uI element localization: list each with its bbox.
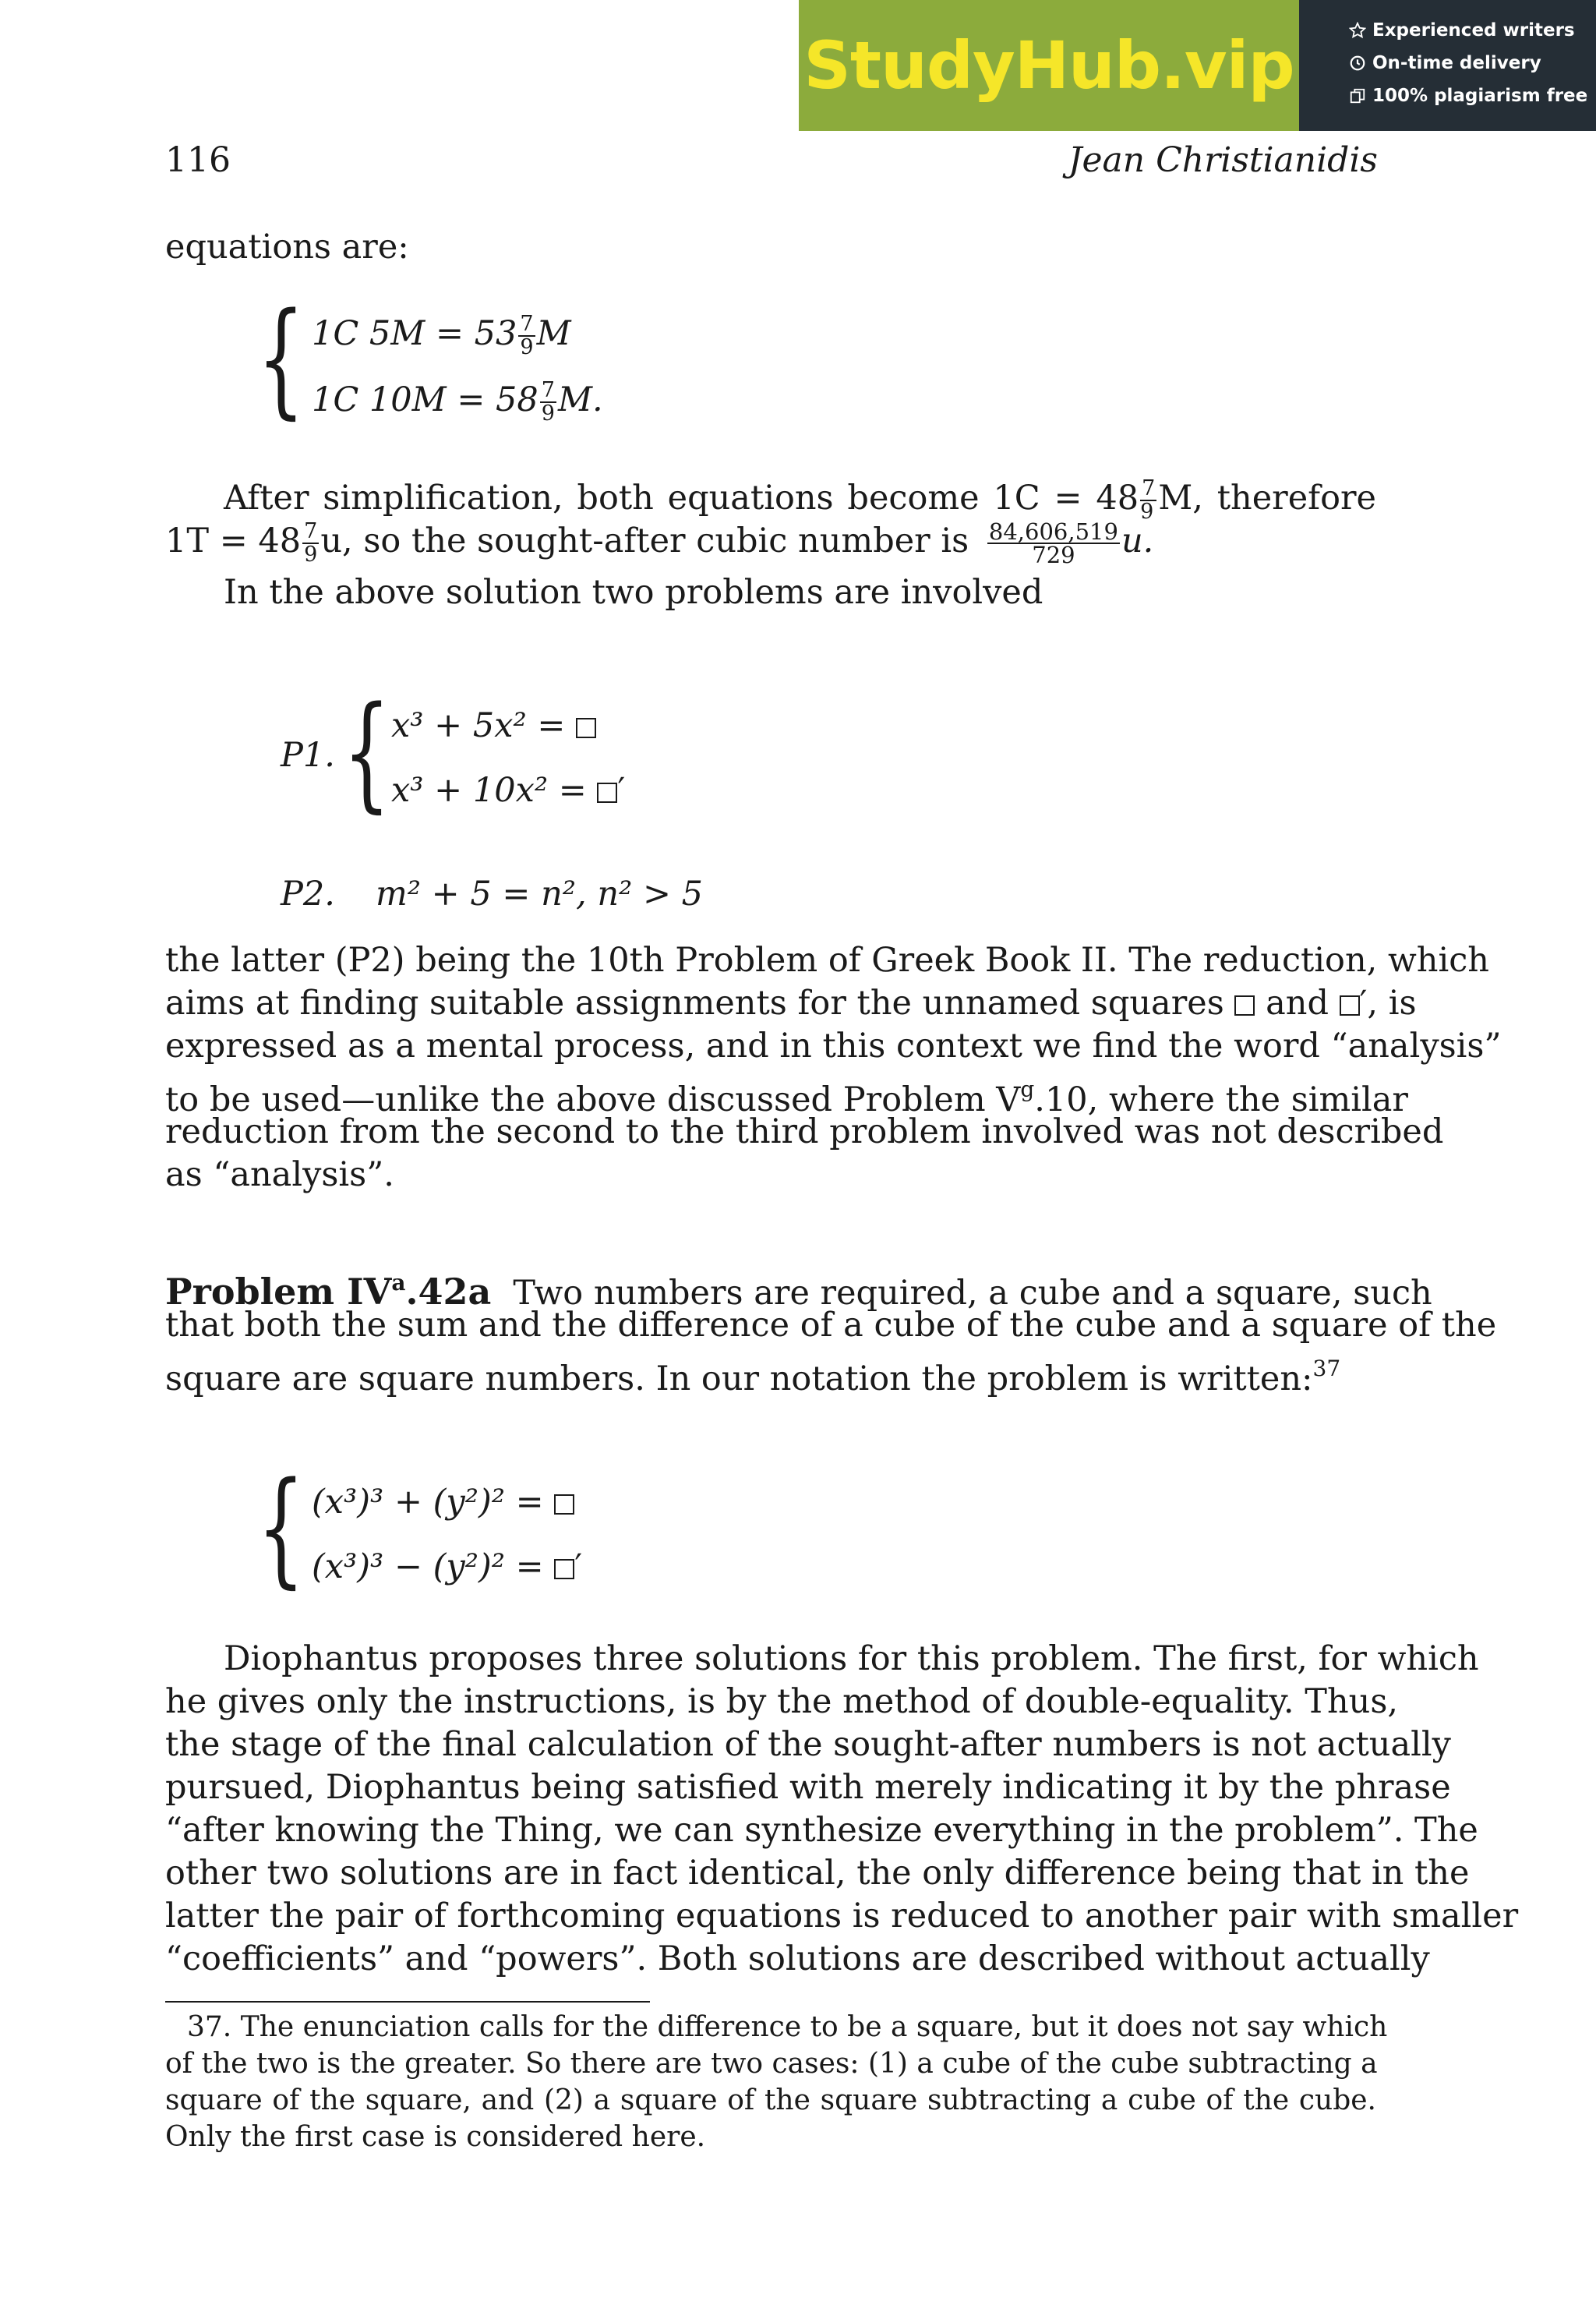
problem-line2: that both the sum and the difference of a cube of the cube and a square of the	[165, 1306, 1497, 1345]
left-brace: {	[343, 679, 391, 825]
frac-den: 9	[541, 401, 555, 426]
eq-text: (x³)³ + (y²)² =	[312, 1483, 555, 1522]
square-symbol	[576, 718, 596, 738]
para4-line2: he gives only the instructions, is by the method of double-equality. Thus,	[165, 1682, 1399, 1721]
equation-2	[312, 380, 603, 425]
square-symbol	[597, 783, 617, 803]
p1-label	[281, 736, 335, 775]
feature-label: 100% plagiarism free	[1372, 86, 1588, 106]
fraction	[540, 380, 556, 425]
footnote-rule	[165, 2001, 650, 2003]
para4-line8: “coefficients” and “powers”. Both solutions are described without actually	[165, 1939, 1430, 1978]
text: aims at finding suitable assignments for the unnamed squares	[165, 984, 1224, 1023]
para3-line3: expressed as a mental process, and in this context we find the word “analysis”	[165, 1027, 1502, 1066]
footnote-line2: of the two is the greater. So there are two cases: (1) a cube of the cube subtracting a	[165, 2048, 1378, 2080]
title-text: Problem IV	[165, 1271, 392, 1313]
text: , is	[1367, 984, 1417, 1023]
square-symbol	[554, 1559, 574, 1579]
title-text: .42a	[405, 1271, 492, 1313]
fraction	[518, 313, 535, 359]
ad-banner[interactable]	[799, 0, 1596, 131]
footnote-line4: Only the first case is considered here.	[165, 2121, 706, 2153]
equation-1	[312, 313, 571, 359]
frac-num: 7	[304, 519, 318, 543]
text: After simplification, both equations become 1C = 48	[224, 479, 1139, 518]
text: to be used—unlike the above discussed Problem V	[165, 1080, 1021, 1119]
label-text: P2.	[281, 875, 335, 914]
text: .10, where the similar	[1034, 1080, 1408, 1119]
title-superscript: a	[391, 1270, 406, 1296]
feature-experienced	[1349, 20, 1575, 41]
para3-line6: as “analysis”.	[165, 1155, 394, 1194]
para3-line1: the latter (P2) being the 10th Problem of Greek Book II. The reduction, which	[165, 941, 1490, 980]
para4-line5: “after knowing the Thing, we can synthesize everything in the problem”. The	[165, 1811, 1478, 1850]
frac-den: 9	[1140, 500, 1154, 524]
para4-line6: other two solutions are in fact identical, the only difference being that in the	[165, 1854, 1470, 1893]
para1-line1	[224, 477, 1376, 523]
text: M, therefore	[1158, 479, 1376, 518]
superscript: g	[1020, 1076, 1035, 1102]
feature-label: Experienced writers	[1372, 20, 1575, 41]
label-text: P1.	[281, 736, 335, 775]
feature-label: On-time delivery	[1372, 53, 1541, 73]
para3-line5: reduction from the second to the third problem involved was not described	[165, 1112, 1444, 1151]
frac-den: 729	[1032, 542, 1075, 568]
footnote-line1: 37. The enunciation calls for the difference to be a square, but it does not say which	[187, 2011, 1388, 2043]
eq-text: m² + 5 = n², n² > 5	[375, 875, 703, 914]
eq-rhs: M.	[557, 380, 603, 419]
system2-equation-1	[312, 1483, 574, 1522]
big-fraction	[987, 518, 1120, 568]
text: u, so the sought-after cubic number is	[320, 521, 969, 560]
para3-line2	[165, 982, 1417, 1025]
footnote-line3: square of the square, and (2) a square of the square subtracting a cube of the cube.	[165, 2084, 1376, 2116]
square-symbol	[554, 1494, 574, 1515]
frac-den: 9	[520, 335, 534, 359]
frac-num: 7	[541, 378, 555, 402]
eq-rhs: M	[536, 314, 571, 353]
prime-symbol: ′	[574, 1547, 583, 1586]
feature-plagiarism	[1349, 86, 1587, 106]
star-icon	[1349, 22, 1366, 39]
para4-line1: Diophantus proposes three solutions for this problem. The first, for which	[224, 1639, 1479, 1678]
text: square are square numbers. In our notation the problem is written:	[165, 1359, 1313, 1398]
text: and	[1266, 984, 1329, 1023]
para2-line: In the above solution two problems are involved	[224, 573, 1043, 612]
square-symbol	[1234, 995, 1255, 1016]
fraction	[302, 521, 319, 566]
footnote-marker[interactable]: 37	[1312, 1356, 1341, 1381]
frac-den: 9	[304, 543, 318, 567]
fraction	[1140, 478, 1156, 523]
square-symbol	[1340, 995, 1360, 1016]
running-head: Jean Christianidis	[1068, 140, 1378, 180]
para4-line4: pursued, Diophantus being satisfied with merely indicating it by the phrase	[165, 1768, 1451, 1807]
para4-line3: the stage of the final calculation of the sought-after numbers is not actually	[165, 1725, 1451, 1764]
feature-delivery	[1349, 53, 1541, 73]
system2-equation-2	[312, 1547, 582, 1586]
para4-line7: latter the pair of forthcoming equations is reduced to another pair with smaller	[165, 1897, 1519, 1936]
eq-text: x³ + 10x² =	[391, 771, 598, 810]
left-brace: {	[257, 285, 305, 431]
p1-equation-1	[391, 706, 596, 745]
clock-icon	[1349, 55, 1366, 72]
p2-equation	[281, 875, 703, 914]
frac-num: 7	[1142, 476, 1156, 500]
frac-num: 7	[520, 312, 534, 336]
studyhub-logo[interactable]: StudyHub.vip	[803, 27, 1294, 104]
problem-line3	[165, 1347, 1376, 1401]
text: u.	[1121, 521, 1154, 560]
frac-num: 84,606,519	[988, 518, 1118, 545]
eq-lhs: 1C 10M = 58	[312, 380, 538, 419]
prime-symbol: ′	[1359, 984, 1368, 1023]
page-number: 116	[165, 140, 231, 180]
eq-lhs: 1C 5M = 53	[312, 314, 517, 353]
text: 1T = 48	[165, 521, 302, 560]
para1-line2	[165, 520, 1376, 566]
eq-text: (x³)³ − (y²)² =	[312, 1547, 555, 1586]
p1-equation-2	[391, 771, 625, 810]
left-brace: {	[257, 1455, 305, 1600]
prime-symbol: ′	[617, 771, 626, 810]
copy-icon	[1349, 87, 1366, 104]
intro-line: equations are:	[165, 228, 409, 267]
eq-text: x³ + 5x² =	[391, 706, 577, 745]
text: Two numbers are required, a cube and a square, such	[513, 1274, 1432, 1313]
banner-logo-panel[interactable]	[799, 0, 1299, 131]
banner-features	[1299, 0, 1596, 131]
